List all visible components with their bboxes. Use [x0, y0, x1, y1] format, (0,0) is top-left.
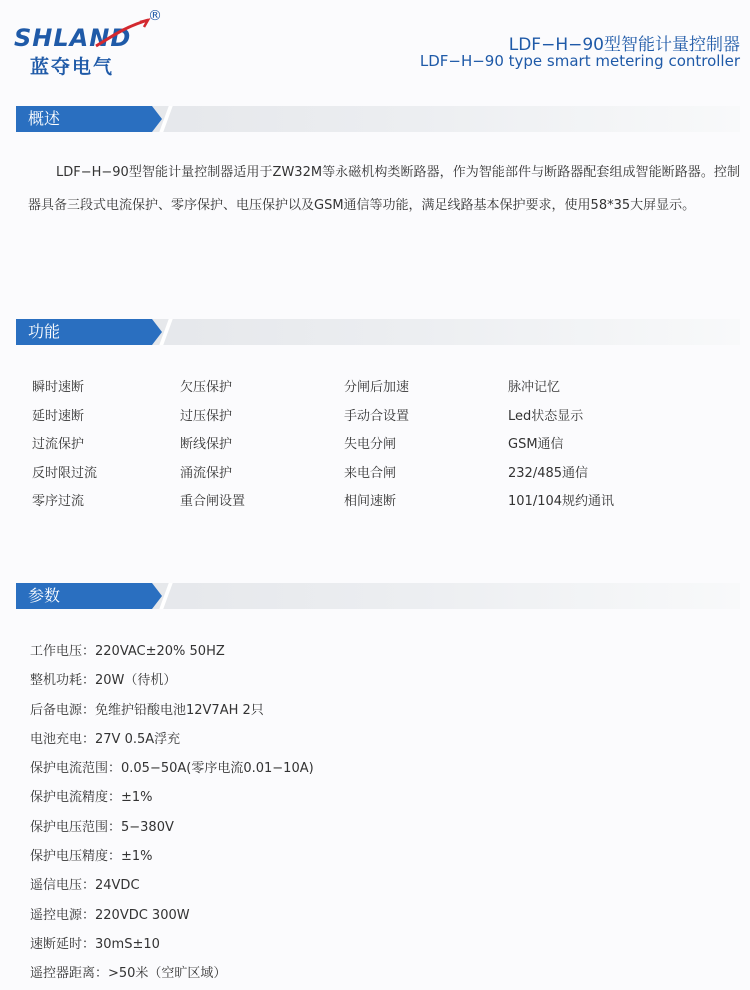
section-bar-functions — [16, 319, 740, 345]
function-item: 过压保护 — [180, 408, 233, 424]
function-item: 零序过流 — [32, 494, 85, 509]
function-item: 手动合设置 — [344, 408, 410, 424]
parameter-row: 保护电压精度：±1% — [30, 849, 153, 865]
section-bar-overview — [16, 106, 740, 132]
function-item: 来电合闸 — [344, 465, 397, 481]
function-item: GSM通信 — [508, 437, 564, 452]
parameter-row: 速断延时：30mS±10 — [30, 936, 160, 952]
function-item: 欠压保护 — [180, 380, 233, 395]
function-column-4 — [508, 374, 678, 517]
overview-line-1: LDF−H−90型智能计量控制器适用于ZW32M等永磁机构类断路器，作为智能部件与断路器配套组成智能断路器。 — [56, 165, 714, 180]
function-column-3 — [344, 374, 514, 517]
parameter-list — [30, 638, 314, 990]
function-item: 101/104规约通讯 — [508, 494, 615, 509]
parameter-row: 工作电压：220VAC±20% 50HZ — [30, 644, 225, 659]
company-logo — [14, 8, 164, 78]
parameter-row: 整机功耗：20W（待机） — [30, 673, 177, 689]
parameter-row: 保护电流范围：0.05−50A(零序电流0.01−10A) — [30, 761, 314, 777]
section-heading-overview: 概述 — [16, 106, 152, 132]
parameter-row: 遥控器距离：>50米（空旷区域） — [30, 966, 227, 982]
function-item: 脉冲记忆 — [508, 380, 561, 395]
function-item: 失电分闸 — [344, 437, 397, 452]
parameter-row: 后备电源：免维护铅酸电池12V7AH 2只 — [30, 702, 264, 718]
function-item: 相间速断 — [344, 494, 397, 509]
section-bar-parameters — [16, 583, 740, 609]
function-item: 重合闸设置 — [180, 494, 246, 509]
function-item: Led状态显示 — [508, 408, 584, 424]
parameter-row: 保护电流精度：±1% — [30, 790, 153, 806]
section-heading-functions: 功能 — [16, 319, 152, 345]
function-item: 涌流保护 — [180, 465, 233, 481]
parameter-row: 电池充电：27V 0.5A浮充 — [30, 731, 181, 747]
logo-text: SHLAND — [14, 24, 132, 52]
logo-chinese-name: 蓝夺电气 — [30, 56, 115, 78]
function-item: 232/485通信 — [508, 465, 589, 481]
logo-swoosh-icon — [92, 18, 152, 52]
product-title-cn: LDF−H−90型智能计量控制器 — [508, 35, 740, 55]
product-title-en: LDF−H−90 type smart metering controller — [419, 52, 740, 70]
function-column-2 — [180, 374, 350, 517]
function-item: 过流保护 — [32, 437, 85, 452]
overview-line-2: 控制器具备三段式电流保护、零序保护、电压保护以及GSM通信等功能，满足线路基本保护要求，使用58*35大屏显示。 — [28, 165, 740, 213]
function-column-1 — [32, 374, 202, 517]
parameter-row: 保护电压范围：5−380V — [30, 819, 174, 835]
function-item: 断线保护 — [180, 437, 233, 452]
parameter-row: 遥控电源：220VDC 300W — [30, 907, 190, 923]
function-item: 反时限过流 — [32, 465, 98, 481]
overview-paragraph — [28, 156, 740, 222]
function-item: 延时速断 — [32, 408, 85, 424]
function-item: 瞬时速断 — [32, 380, 85, 395]
parameter-row: 遥信电压：24VDC — [30, 878, 140, 894]
registered-mark: ® — [148, 8, 162, 24]
function-item: 分闸后加速 — [344, 380, 410, 395]
section-heading-parameters: 参数 — [16, 583, 152, 609]
